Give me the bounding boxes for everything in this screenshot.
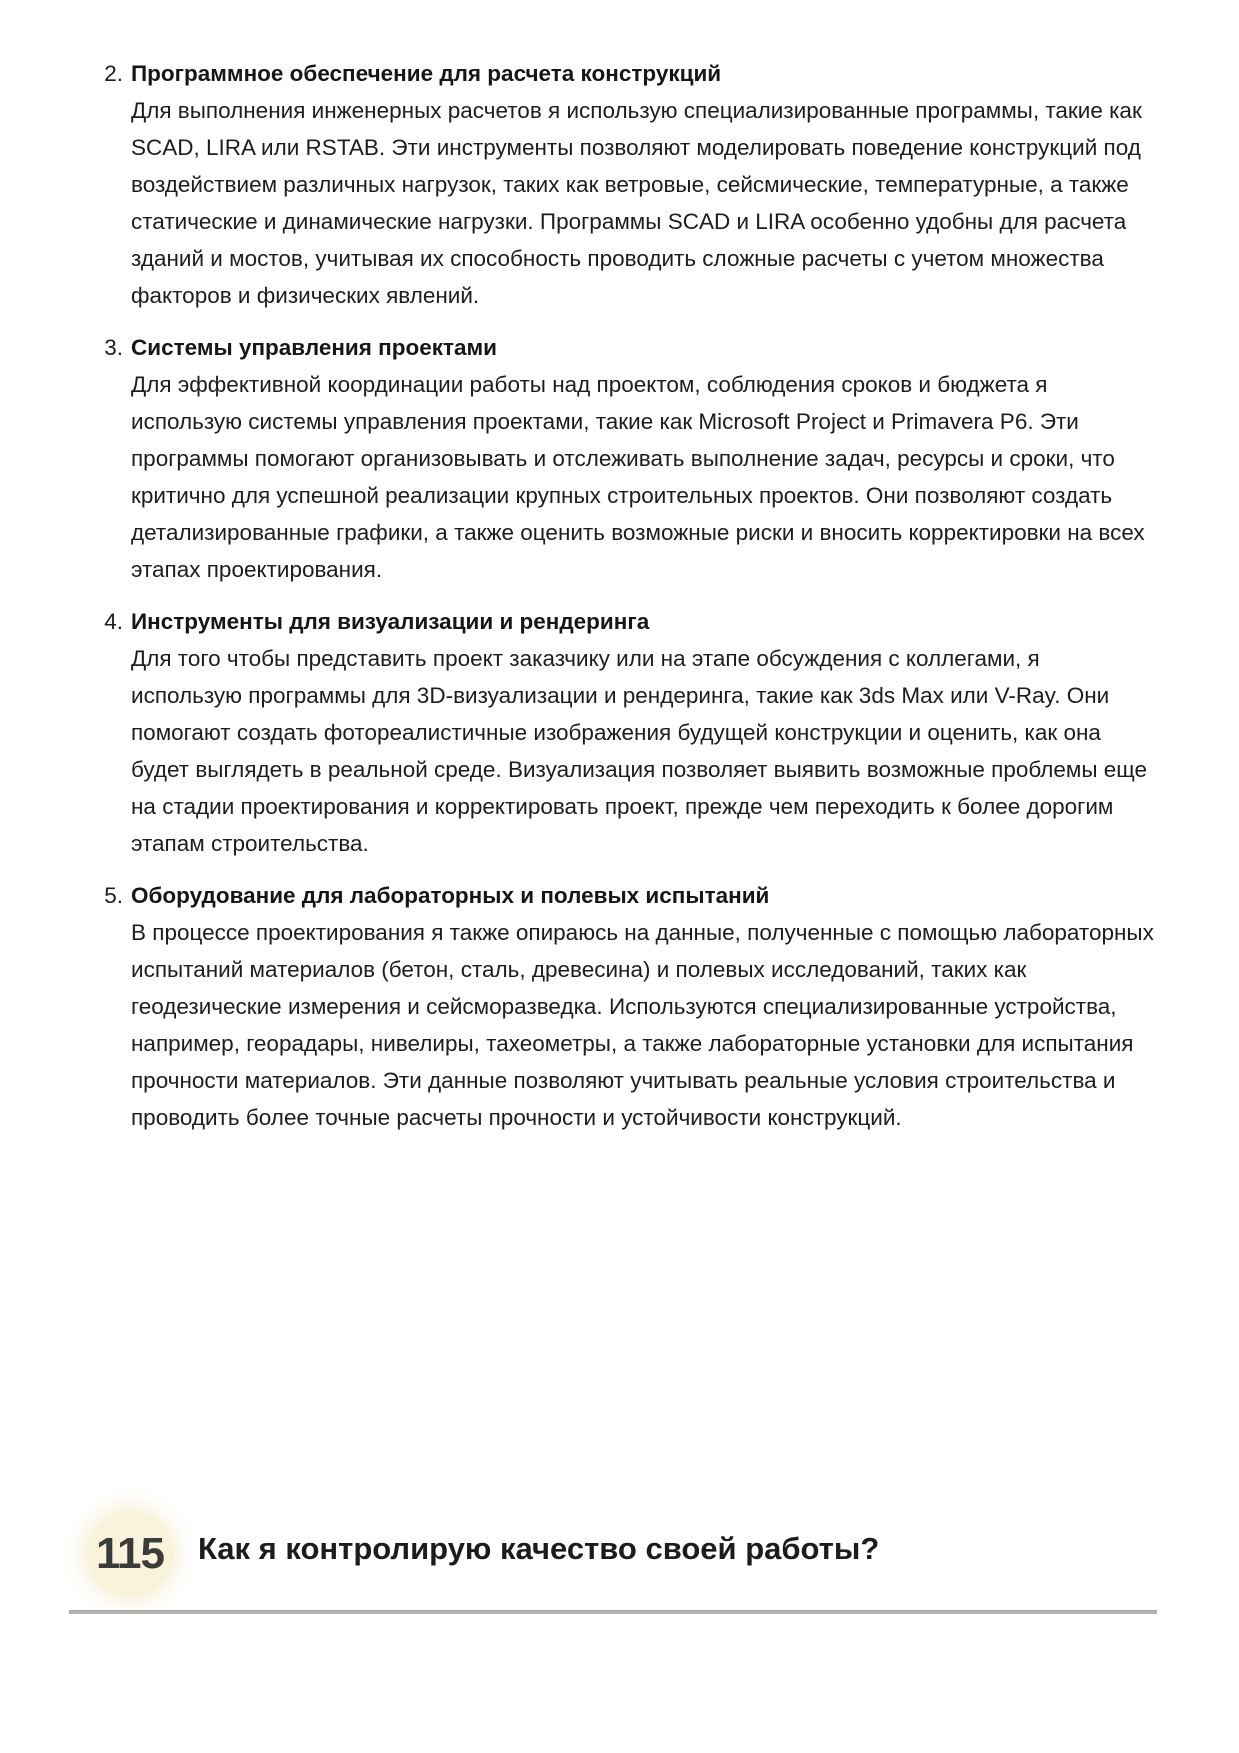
- question-number: 115: [96, 1529, 164, 1578]
- question-footer: [0, 1505, 1239, 1625]
- list-item: [103, 329, 1157, 588]
- item-content: [131, 55, 1157, 314]
- item-content: [131, 329, 1157, 588]
- question-title: Как я контролирую качество своей работы?: [198, 1531, 880, 1566]
- item-number: 3.: [104, 335, 123, 360]
- list-item: [103, 603, 1157, 862]
- item-body: Для того чтобы представить проект заказчику или на этапе обсуждения с коллегами, я использую программы для 3D-визуализации и рендеринга, такие как 3ds Max или V-Ray. Они помогают создать фотореалистичные изображения будущей конструкции и оценить, как она будет выглядеть в реальной среде. Визуализация позволяет выявить возможные проблемы еще на стадии проектирования и корректировать проект, прежде чем переходить к более дорогим этапам строительства.: [131, 646, 1148, 856]
- item-number: 5.: [104, 883, 123, 908]
- item-title: Инструменты для визуализации и рендеринга: [131, 609, 650, 634]
- item-title: Системы управления проектами: [131, 335, 498, 360]
- question-number-badge: [86, 1510, 174, 1598]
- list-item: [103, 55, 1157, 314]
- item-content: [131, 603, 1157, 862]
- section-divider: [69, 1610, 1157, 1614]
- item-title: Программное обеспечение для расчета конструкций: [131, 61, 722, 86]
- item-body: Для эффективной координации работы над проектом, соблюдения сроков и бюджета я использую системы управления проектами, такие как Microsoft Project и Primavera P6. Эти программы помогают организовывать и отслеживать выполнение задач, ресурсы и сроки, что критично для успешной реализации крупных строительных проектов. Они позволяют создать детализированные графики, а также оценить возможные риски и вносить корректировки на всех этапах проектирования.: [131, 372, 1145, 582]
- item-number: 2.: [104, 61, 123, 86]
- item-number: 4.: [104, 609, 123, 634]
- item-body: Для выполнения инженерных расчетов я использую специализированные программы, такие как SCAD, LIRA или RSTAB. Эти инструменты позволяют моделировать поведение конструкций под воздействием различных нагрузок, таких как ветровые, сейсмические, температурные, а также статические и динамические нагрузки. Программы SCAD и LIRA особенно удобны для расчета зданий и мостов, учитывая их способность проводить сложные расчеты с учетом множества факторов и физических явлений.: [131, 98, 1142, 308]
- list-item: [103, 877, 1157, 1136]
- item-body: В процессе проектирования я также опираюсь на данные, полученные с помощью лабораторных испытаний материалов (бетон, сталь, древесина) и полевых исследований, таких как геодезические измерения и сейсморазведка. Используются специализированные устройства, например, георадары, нивелиры, тахеометры, а также лабораторные установки для испытания прочности материалов. Эти данные позволяют учитывать реальные условия строительства и проводить более точные расчеты прочности и устойчивости конструкций.: [131, 920, 1154, 1130]
- item-title: Оборудование для лабораторных и полевых испытаний: [131, 883, 770, 908]
- item-content: [131, 877, 1157, 1136]
